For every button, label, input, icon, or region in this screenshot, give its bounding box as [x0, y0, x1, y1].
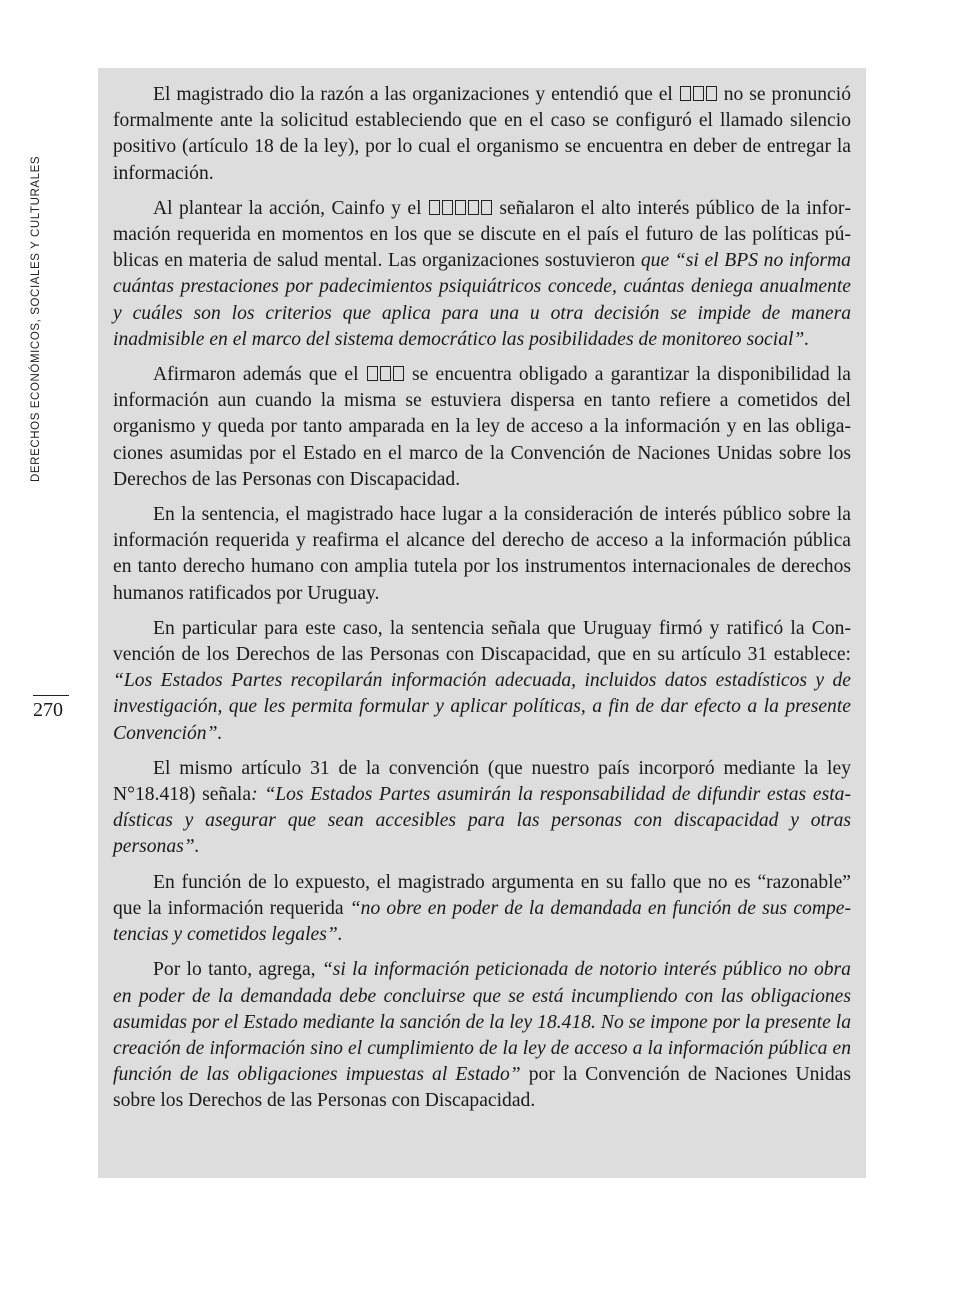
redacted-acronym-icon: [366, 364, 405, 385]
quoted-text: que “si el BPS no informa cuántas prestaciones por padecimientos psiquiátricos concede, cuántas deniega anualmente y cuáles son los criterios que aplica para una u otra decisión se impide de manera inadmisible en el marco del sistema democrático las posibilidades de monitoreo social”.: [113, 250, 851, 350]
paragraph-text: Al plantear la acción, Cainfo y el: [153, 197, 428, 219]
body-paragraph: [113, 616, 851, 747]
body-paragraph: [113, 870, 851, 949]
paragraph-text: por la Convención de Naciones Unidas sobre los Derechos de las Personas con Discapacidad.: [113, 1064, 851, 1112]
quoted-text: : “Los Estados Partes asumirán la responsabilidad de difundir estas estadísticas y asegurar que sean accesibles para las personas con discapacidad y otras personas”.: [113, 784, 851, 858]
paragraph-text: señalaron el alto interés público de la información requerida en momentos en los que se discute en el país el futuro de las políticas públicas en materia de salud mental. Las organizaciones sostuvieron: [113, 197, 851, 272]
quoted-text: “no obre en poder de la demandada en función de sus competencias y cometidos legales”.: [113, 897, 851, 946]
paragraph-text: El magistrado dio la razón a las organizaciones y entendió que el: [153, 84, 679, 105]
body-paragraph: [113, 756, 851, 861]
page-number-rule: [33, 695, 69, 696]
body-paragraph: [113, 196, 851, 353]
body-paragraph: [113, 82, 851, 187]
page-number: 270: [33, 699, 63, 721]
paragraph-text: En función de lo expuesto, el magistrado argumenta en su fallo que no es “razonable” que la información requerida: [113, 871, 851, 919]
running-head: DERECHOS ECONÓMICOS, SOCIALES Y CULTURALES: [30, 155, 42, 482]
paragraph-text: El mismo artículo 31 de la convención (que nuestro país incorporó mediante la ley N°18.418) señala: [113, 757, 851, 806]
paragraph-text: no se pronunció formalmente ante la solicitud estableciendo que en el caso se configuró el llamado silencio positivo (artículo 18 de la ley), por lo cual el organismo se encuentra en deber de entregar la información.: [113, 84, 851, 184]
body-paragraph: [113, 502, 851, 607]
body-paragraph: [113, 362, 851, 493]
paragraph-text: se encuentra obligado a garantizar la disponibilidad la información aun cuando la misma se estuviera dispersa en tanto refiere a cometidos del organismo y queda por tanto amparada en la ley de acceso a la información y en las obligaciones asumidas por el Estado en el marco de la Convención de Naciones Unidas sobre los Derechos de las Personas con Discapacidad.: [113, 364, 852, 490]
quoted-text: “si la información peticionada de notorio interés público no obra en poder de la demandada debe concluirse que se está incumpliendo con las obligaciones asumidas por el Estado mediante la sanción de la ley 18.418. No se impone por la presente la creación de información sino el cumplimiento de la ley de acceso a la información pública en función de las obligaciones impuestas al Estado”: [113, 959, 851, 1086]
redacted-acronym-icon: [679, 84, 718, 105]
text-panel: [98, 68, 866, 1178]
paragraph-text: En la sentencia, el magistrado hace lugar a la consideración de interés público sobre la información requerida y reafirma el alcance del derecho de acceso a la información pública en tanto derecho humano con amplia tutela por los instrumentos internacionales de derechos humanos ratificados por Uruguay.: [113, 504, 851, 604]
paragraph-text: Afirmaron además que el: [153, 364, 366, 386]
quoted-text: “Los Estados Partes recopilarán información adecuada, incluidos datos estadísticos y de investigación, que les permita formular y aplicar políticas, a fin de dar efecto a la presente Convención”.: [113, 670, 851, 744]
paragraph-text: Por lo tanto, agrega,: [153, 959, 322, 981]
body-paragraph: [113, 957, 851, 1114]
redacted-acronym-icon: [428, 198, 493, 219]
paragraph-text: En particular para este caso, la sentencia señala que Uruguay firmó y ratificó la Convención de los Derechos de las Personas con Discapacidad, que en su artículo 31 establece:: [113, 617, 851, 666]
